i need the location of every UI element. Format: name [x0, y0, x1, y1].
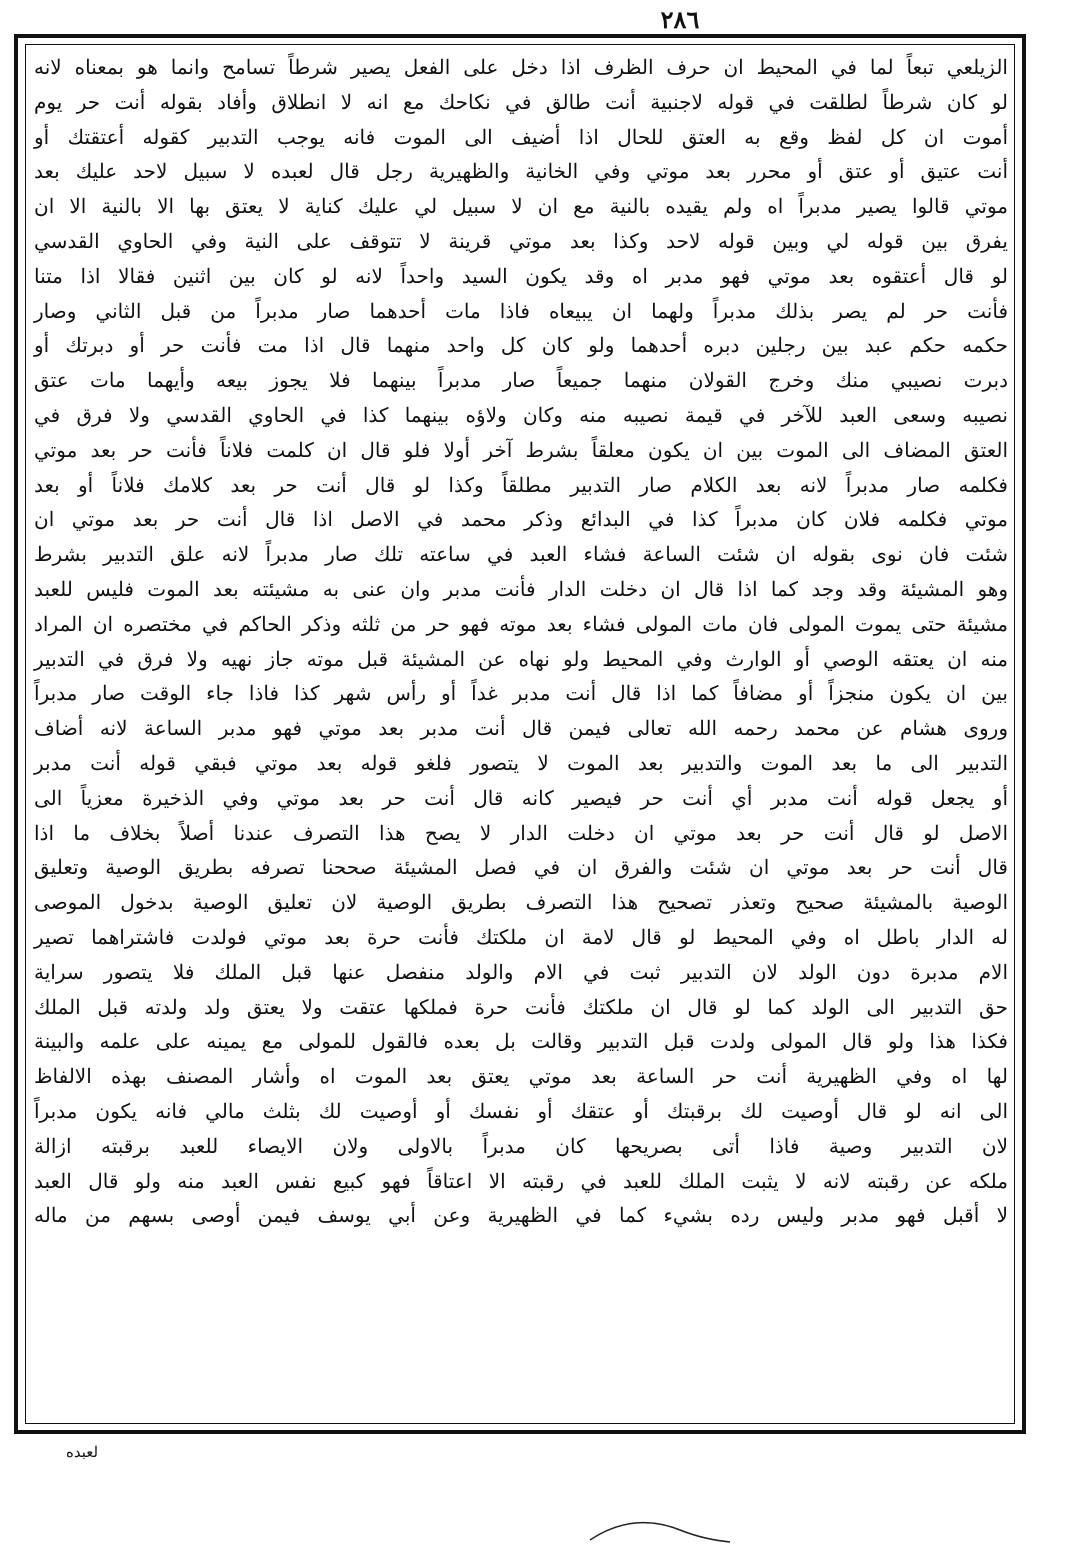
text-line: بين ان يكون منجزاً أو مضافاً كما اذا قال أنت مدبر غداً أو رأس شهر كذا فاذا جاء الوقت صار مدبراً: [34, 681, 1008, 706]
text-line: حق التدبير الى الولد كما لو قال ان ملكتك فأنت حرة فملكها عتقت ولا يعتق ولد ولدته قبل الملك: [34, 994, 1008, 1019]
text-line: حكمه حكم عبد بين رجلين دبره أحدهما ولو كان كل واحد منهما قال اذا مت فأنت حر أو دبرتك أو: [34, 333, 1008, 358]
text-line: لو قال أعتقوه بعد موتي فهو مدبر اه وقد يكون السيد واحداً لانه لو كان بين اثنين فقالا اذا متنا: [34, 263, 1008, 288]
text-line: التدبير الى ما بعد الموت والتدبير بعد الموت لا يتصور فلغو قوله بعد موتي فبقي قوله أنت مدبر: [34, 750, 1009, 775]
text-line: موتي قالوا يصير مدبراً اه ولم يقيده بالنية مع ان لا سبيل لي عليك كناية لا يعتق بها الا بالنية الا ان: [34, 194, 1008, 219]
text-line: مشيئة حتى يموت المولى فان مات المولى فشاء بعد موته فهو حر من ثلثه وذكر الحاكم في مختصره ان المراد: [34, 611, 1008, 636]
text-line: الى انه لو قال أوصيت لك برقبتك أو عتقك أو نفسك أو أوصيت لك بثلث مالي فانه يكون مدبراً: [34, 1098, 1009, 1123]
text-line: فكذا هذا ولو قال المولى ولدت قبل التدبير وقالت بل بعده فالقول للمولى مع يمينه على علمه والبينة: [34, 1029, 1008, 1054]
text-line: فأنت حر لم يصر بذلك مدبراً ولهما ان يبيعاه فاذا مات أحدهما صار مدبراً من قبل الثاني وصار: [34, 298, 1009, 323]
text-line: الزيلعي تبعاً لما في المحيط ان حرف الظرف اذا دخل على الفعل يصير شرطاً تسامح وانما هو بمعناه لانه: [34, 55, 1008, 79]
text-line: العتق المضاف الى الموت بين ان يكون معلقاً بشرط آخر أولا فلو قال ان كلمت فلاناً فأنت حر بعد موتي: [34, 437, 1008, 462]
text-line: نصيبه وسعى العبد للآخر في قيمة نصيبه منه وكان ولاؤه بينهما كذا في الحاوي القدسي ولا فرق في: [34, 402, 1008, 427]
text-line: أو يجعل قوله أنت مدبر أي أنت حر فيصير كانه قال أنت حر بعد موتي وفي الذخيرة معزياً الى: [34, 785, 1008, 810]
text-line: منه ان يعتقه الوصي أو الوارث وفي المحيط ولو نهاه عن المشيئة قبل موته جاز نهيه ولا فرق في التدبير: [34, 646, 1008, 671]
text-line: يفرق بين قوله لي وبين قوله لاحد وكذا بعد موتي قرينة لا تتوقف على النية وفي الحاوي القدسي: [34, 228, 1008, 253]
text-line: لا أقبل فهو مدبر وليس رده بشيء كما في الظهيرية وعن أبي يوسف فيمن أوصى بسهم من ماله: [34, 1203, 1008, 1228]
text-line: أنت عتيق أو عتق أو محرر بعد موتي وفي الخانية والظهيرية رجل قال لعبده لا سبيل لاحد عليك بعد: [34, 159, 1008, 184]
text-line: الوصية بالمشيئة صحيح وتعذر تصحيح هذا التصرف بطريق الوصية لان تعليق الوصية بدخول الموصى: [34, 890, 1008, 915]
text-line: لو كان شرطاً لطلقت في قوله لاجنبية أنت طالق في نكاحك مع انه لا انطلاق وأفاد بقوله أنت حر يوم: [34, 89, 1008, 114]
pen-stroke-mark: [580, 1500, 740, 1550]
text-line: فكلمه صار مدبراً لانه بعد الكلام صار التدبير مطلقاً وكذا لو قال أنت حر بعد كلامك فلاناً أو بعد: [34, 472, 1008, 497]
text-line: لان التدبير وصية فاذا أتى بصريحها كان مدبراً بالاولى ولان الايصاء للعبد برقبته ازالة: [34, 1133, 1008, 1158]
text-line: قال أنت حر بعد موتي ان شئت والفرق ان في فصل المشيئة صححنا تصرفه بطريق الوصية وتعليق: [34, 855, 1008, 880]
text-line: ملكه عن رقبته لانه لا يثبت الملك للعبد في رقبته الا اعتاقاً فهو كبيع نفس العبد منه ولو قال العبد: [34, 1168, 1008, 1193]
catchword: لعبده: [66, 1443, 99, 1461]
text-line: له الدار باطل اه وفي المحيط لو قال لامة ان ملكتك فأنت حرة بعد موتي فولدت فاشتراهما تصير: [34, 924, 1008, 949]
text-line: الام مدبرة دون الولد لان التدبير ثبت في الام والولد منفصل عنها قبل الملك فلا يتصور سراية: [34, 959, 1008, 984]
text-line: شئت فان نوى بقوله ان شئت الساعة فشاء العبد في ساعته تلك صار مدبراً لانه علق التدبير بشرط: [34, 542, 1008, 567]
text-line: أموت ان كل لفظ وقع به العتق للحال اذا أضيف الى الموت فانه يوجب التدبير كقوله أعتقتك أو: [34, 124, 1009, 149]
text-line: وهو المشيئة وقد وجد كما اذا قال ان دخلت الدار فأنت مدبر وان عنى به مشيئته بعد الموت فليس للعبد: [34, 576, 1008, 601]
text-line: وروى هشام عن محمد رحمه الله تعالى فيمن قال أنت مدبر بعد موتي فهو مدبر الساعة لانه أضاف: [34, 716, 1008, 741]
text-line: دبرت نصيبي منك وخرج القولان منهما جميعاً صار مدبراً بينهما فلا يجوز بيعه وأيهما مات عتق: [34, 368, 1008, 393]
page-number: ٢٨٦: [660, 5, 700, 34]
text-line: لها اه وفي الظهيرية أنت حر الساعة بعد موتي يعتق بعد الموت اه وأشار المصنف بهذه الالفاظ: [34, 1064, 1008, 1089]
main-text-block: [30, 50, 1012, 1420]
text-line: موتي فكلمه فلان كان مدبراً كذا في البدائع وذكر محمد في الاصل اذا قال أنت حر بعد موتي ان: [34, 507, 1008, 532]
text-line: الاصل لو قال أنت حر بعد موتي ان دخلت الدار لا يصح هذا التصرف عندنا أصلاً بخلاف ما اذا: [34, 820, 1008, 845]
